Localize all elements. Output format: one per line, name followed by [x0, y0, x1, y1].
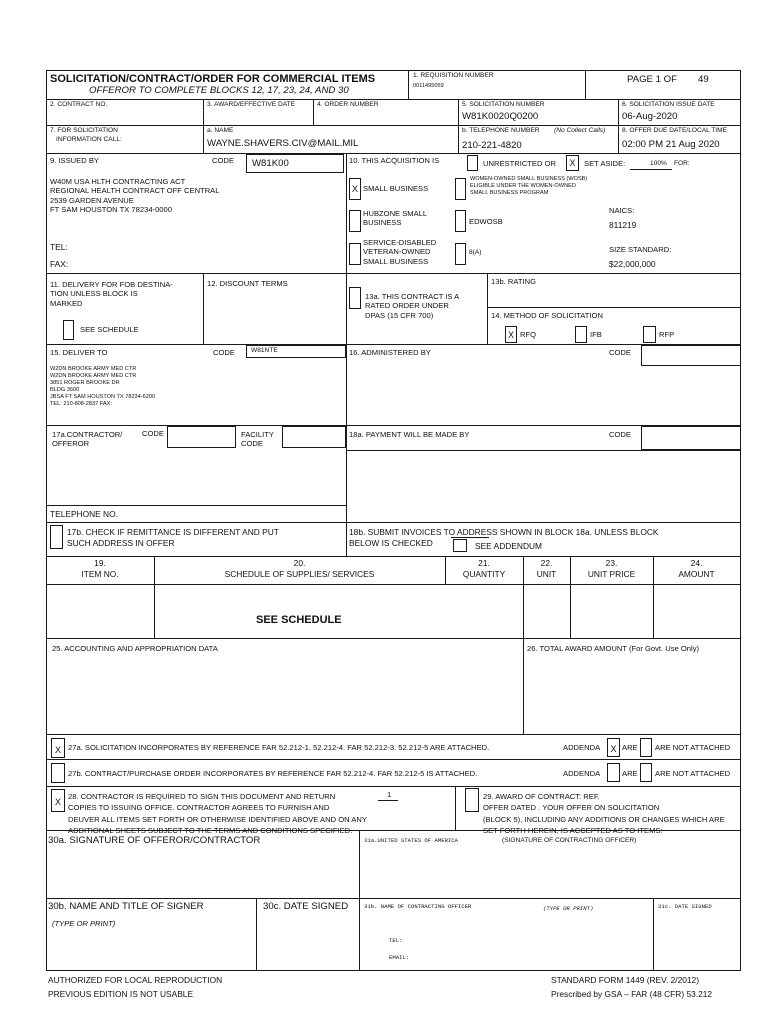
rule [346, 153, 347, 556]
rule [256, 898, 257, 970]
rule [203, 273, 204, 344]
phone-label: b. TELEPHONE NUMBER [462, 127, 540, 134]
rule [46, 759, 741, 760]
sdvosb-checkbox[interactable] [349, 243, 361, 265]
rule [46, 898, 741, 899]
offeror-signature-label: 30a. SIGNATURE OF OFFEROR/CONTRACTOR [48, 835, 261, 846]
rule [46, 505, 346, 506]
edwosb-label: EDWOSB [469, 217, 503, 226]
addenda-27b-not-label: ARE NOT ATTACHED [655, 769, 731, 778]
officer-name-label: 31b. NAME OF CONTRACTING OFFICER [364, 903, 472, 910]
rule [408, 70, 409, 99]
issue-date-label: 6. SOLICITATION ISSUE DATE [622, 101, 715, 108]
form-subtitle: OFFEROR TO COMPLETE BLOCKS 12, 17, 23, 24, AND 30 [89, 85, 349, 96]
set-aside-label: SET ASIDE: [584, 159, 626, 168]
small-business-label: SMALL BUSINESS [363, 184, 429, 193]
facility-code-box [282, 426, 346, 448]
telephone-label: TELEPHONE NO. [50, 509, 118, 519]
rule [346, 450, 741, 451]
unrestricted-label: UNRESTRICTED OR [483, 159, 556, 168]
administered-by-label: 16. ADMINISTERED BY [349, 348, 431, 357]
issued-code-label: CODE [212, 156, 234, 165]
officer-date-label: 31c. DATE SIGNED [658, 903, 712, 910]
officer-signature-note: (SIGNATURE OF CONTRACTING OFFICER) [502, 837, 637, 844]
remittance-label: 17b. CHECK IF REMITTANCE IS DIFFERENT AND PUT SUCH ADDRESS IN OFFER [67, 527, 279, 548]
contact-name: WAYNE.SHAVERS.CIV@MAIL.MIL [207, 138, 359, 149]
wosb-checkbox[interactable] [455, 178, 466, 200]
form-title: SOLICITATION/CONTRACT/ORDER FOR COMMERCIAL ITEMS [50, 73, 376, 85]
rule [46, 786, 741, 787]
rule [359, 830, 360, 970]
eight-a-checkbox[interactable] [455, 243, 466, 265]
frame-left [46, 70, 47, 970]
signer-name-label: 30b. NAME AND TITLE OF SIGNER [48, 901, 204, 912]
signer-name-note: (TYPE OR PRINT) [52, 919, 116, 928]
solicitation-info-label: INFORMATION CALL: [56, 136, 122, 143]
rule [487, 273, 488, 344]
issued-fax-label: FAX: [50, 259, 69, 269]
unrestricted-checkbox[interactable] [467, 155, 478, 171]
col-amount: 24. AMOUNT [678, 558, 715, 579]
issue-date: 06-Aug-2020 [622, 111, 678, 122]
clause-27a-text: 27a. SOLICITATION INCORPORATES BY REFERENCE FAR 52.212-1. 52.212-4. FAR 52.212-3. 52.212-5 ARE ATTACHED. [68, 743, 490, 752]
rule [46, 584, 741, 585]
rule [46, 99, 741, 100]
addenda-27b-not-checkbox[interactable] [640, 763, 652, 782]
col-unit: 22. UNIT [536, 558, 557, 579]
col-unit-price: 23. UNIT PRICE [587, 558, 636, 579]
rfp-label: RFP [659, 330, 675, 339]
ifb-checkbox[interactable] [575, 326, 587, 343]
set-aside-underline [630, 169, 672, 170]
rfq-checkbox[interactable]: X [505, 326, 517, 343]
hubzone-checkbox[interactable] [349, 210, 361, 232]
hubzone-label: HUBZONE SMALL BUSINESS [363, 209, 428, 228]
rule [46, 425, 741, 426]
rule [585, 70, 586, 99]
contact-name-label: a. NAME [207, 127, 234, 134]
addenda-27b-label: ADDENDA [563, 769, 601, 778]
discount-terms-label: 12. DISCOUNT TERMS [207, 279, 288, 288]
deliver-to-label: 15. DELIVER TO [50, 348, 108, 357]
rule [46, 125, 741, 126]
size-standard-label: SIZE STANDARD: [609, 245, 672, 254]
col-item-no: 19. ITEM NO. [81, 558, 119, 579]
clause-28-checkbox[interactable]: X [51, 789, 65, 812]
facility-code-label: FACILITY CODE [241, 430, 274, 449]
addenda-27a-not-label: ARE NOT ATTACHED [655, 743, 731, 752]
footer-reproduction: AUTHORIZED FOR LOCAL REPRODUCTION [48, 975, 223, 985]
edwosb-checkbox[interactable] [455, 210, 466, 232]
rating-label: 13b. RATING [491, 277, 537, 286]
requisition-number: 0011495059 [413, 83, 444, 89]
clause-29-text: 29. AWARD OF CONTRACT: REF. OFFER DATED . YOUR OFFER ON SOLICITATION (BLOCK 5), INCLUDING ANY ADDITIONS OR CHANGES WHICH ARE SET FORTH HEREIN, IS ACCEPTED AS TO ITEMS: [483, 792, 725, 836]
deliver-address: W2DN BROOKE ARMY MED CTR W2DN BROOKE ARMY MED CTR 3851 ROGER BROOKE DR BLDG 3600 JBSA FT SAM HOUSTON TX 78234-6200 TEL: 210-808-2837 FAX: [50, 366, 156, 407]
clause-27b-text: 27b. CONTRACT/PURCHASE ORDER INCORPORATES BY REFERENCE FAR 52.212-4. FAR 52.212-5 IS ATTACHED. [68, 769, 478, 778]
payment-label: 18a. PAYMENT WILL BE MADE BY [349, 430, 470, 439]
clause-28-copies: 1 [387, 790, 392, 799]
rated-order-label: 13a. THIS CONTRACT IS A RATED ORDER UNDER DPAS (15 CFR 700) [365, 292, 460, 320]
method-label: 14. METHOD OF SOLICITATION [491, 311, 603, 320]
rule [46, 344, 741, 345]
rule [618, 99, 619, 153]
rule [46, 522, 741, 523]
rule [46, 273, 741, 274]
col-supplies-services: 20. SCHEDULE OF SUPPLIES/ SERVICES [224, 558, 375, 579]
rule [653, 898, 654, 970]
addenda-27a-not-checkbox[interactable] [640, 738, 652, 757]
clause-27a-checkbox[interactable]: X [51, 738, 65, 758]
rule [46, 556, 741, 557]
rule [458, 99, 459, 153]
offer-due-label: 8. OFFER DUE DATE/LOCAL TIME [622, 127, 728, 134]
contractor-code-label: CODE [142, 429, 164, 438]
invoice-underline [451, 537, 489, 538]
remittance-checkbox[interactable] [50, 525, 63, 549]
solicitation-number: W81K0020Q0200 [462, 111, 539, 122]
solicitation-number-label: 5. SOLICITATION NUMBER [462, 101, 545, 108]
rule [46, 970, 741, 971]
eight-a-label: 8(A) [469, 249, 482, 256]
addenda-27b-are-label: ARE [622, 769, 638, 778]
officer-tel-label: TEL: [389, 937, 403, 944]
payment-code-label: CODE [609, 430, 631, 439]
addenda-27a-are-label: ARE [622, 743, 638, 752]
issued-tel-label: TEL: [50, 242, 68, 252]
clause-28-text: 28. CONTRACTOR IS REQUIRED TO SIGN THIS DOCUMENT AND RETURN COPIES TO ISSUING OFFICE. CONTRACTOR AGREES TO FURNISH AND DEUVER ALL ITEMS SET FORTH OR OTHERWISE IDENTIFIED ABOVE AND ON ANY ADDITIONAL SHEETS SUBJECT TO THE TERMS AND CONDITIONS SPECIFIED. [68, 792, 367, 836]
fob-see-schedule: SEE SCHEDULE [80, 325, 139, 334]
award-date-label: 3. AWARD/EFFECTIVE DATE [207, 101, 296, 108]
acquisition-label: 10. THIS ACQUISITION IS [349, 156, 440, 165]
small-business-checkbox[interactable]: X [349, 178, 361, 200]
requisition-label: 1. REQUISITION NUMBER [413, 72, 494, 79]
order-number-label: 4. ORDER NUMBER [317, 101, 379, 108]
rule [523, 638, 524, 734]
total-award-label: 26. TOTAL AWARD AMOUNT (For Govt. Use Only) [527, 644, 700, 653]
rule [487, 307, 740, 308]
rule [313, 99, 314, 125]
size-standard: $22,000,000 [609, 259, 656, 269]
rfq-label: RFQ [520, 330, 537, 339]
issued-code: W81K00 [252, 158, 289, 169]
see-addendum-label: SEE ADDENDUM [475, 541, 543, 551]
administered-code-box [641, 345, 741, 366]
contract-no-label: 2. CONTRACT NO. [50, 101, 108, 108]
phone-number: 210-221-4820 [462, 140, 522, 151]
accounting-label: 25. ACCOUNTING AND APPROPRIATION DATA [52, 644, 218, 653]
fob-checkbox[interactable] [63, 320, 74, 340]
ifb-label: IFB [590, 330, 602, 339]
invoice-label: 18b. SUBMIT INVOICES TO ADDRESS SHOWN IN BLOCK 18a. UNLESS BLOCK BELOW IS CHECKED [349, 527, 659, 548]
addenda-27a-are-checkbox[interactable]: X [607, 738, 620, 757]
footer-previous-edition: PREVIOUS EDITION IS NOT USABLE [48, 989, 194, 999]
footer-form-number: STANDARD FORM 1449 (REV. 2/2012) [551, 975, 700, 985]
phone-note: (No Collect Calls) [554, 127, 606, 134]
officer-signature-label: 31a.UNITED STATES OF AMERICA [364, 837, 458, 844]
set-aside-percent: 100% [650, 160, 667, 167]
set-aside-checkbox[interactable]: X [566, 155, 579, 171]
set-aside-for-label: FOR: [674, 160, 690, 167]
see-schedule-text: SEE SCHEDULE [256, 614, 342, 626]
rule [455, 786, 456, 830]
fob-label: 11. DELIVERY FOR FOB DESTINA- TION UNLESS BLOCK IS MARKED [50, 280, 173, 308]
clause-29-checkbox[interactable] [465, 788, 479, 812]
footer-prescribed: Prescribed by GSA – FAR (48 CFR) 53.212 [551, 989, 713, 999]
officer-name-note: (TYPE OR PRINT) [543, 905, 594, 912]
rfp-checkbox[interactable] [643, 326, 656, 343]
addenda-27a-label: ADDENDA [563, 743, 601, 752]
issued-by-label: 9. ISSUED BY [50, 156, 99, 165]
contractor-code-box [167, 426, 236, 448]
rated-order-checkbox[interactable] [349, 287, 361, 309]
rule [46, 734, 741, 735]
wosb-label: WOMEN-OWNED SMALL BUSINESS (WOSB) ELIGIBLE UNDER THE WOMEN-OWNED SMALL BUSINESS PROGRAM [470, 176, 588, 196]
administered-code-label: CODE [609, 348, 631, 357]
rule [46, 638, 741, 639]
addenda-27b-are-checkbox[interactable] [607, 763, 620, 782]
see-addendum-checkbox[interactable] [453, 539, 467, 552]
contractor-label: 17a.CONTRACTOR/ OFFEROR [52, 430, 123, 449]
rule [46, 70, 741, 71]
page-total: 49 [698, 74, 709, 85]
offer-due-date: 02:00 PM 21 Aug 2020 [622, 139, 720, 150]
naics-label: NAICS: [609, 206, 635, 215]
col-quantity: 21. QUANTITY [462, 558, 506, 579]
rule [203, 99, 204, 153]
deliver-code-label: CODE [213, 348, 235, 357]
officer-email-label: EMAIL: [389, 954, 410, 961]
sdvosb-label: SERVICE-DISABLED VETERAN-OWNED SMALL BUSINESS [363, 238, 437, 266]
rule [46, 153, 741, 154]
frame-right [740, 70, 741, 970]
signer-date-label: 30c. DATE SIGNED [263, 901, 349, 912]
naics-code: 811219 [609, 220, 637, 230]
copies-underline [378, 800, 398, 801]
issued-address: W40M USA HLTH CONTRACTING ACT REGIONAL HEALTH CONTRACT OFF CENTRAL 2539 GARDEN AVENUE FT SAM HOUSTON TX 78234-0000 [50, 177, 220, 215]
page-label: PAGE 1 OF [627, 74, 677, 85]
clause-27b-checkbox[interactable] [51, 763, 65, 783]
solicitation-info-label: 7. FOR SOLICITATION [50, 127, 118, 134]
payment-code-box [641, 426, 741, 450]
deliver-code: W81NTE [251, 347, 278, 354]
